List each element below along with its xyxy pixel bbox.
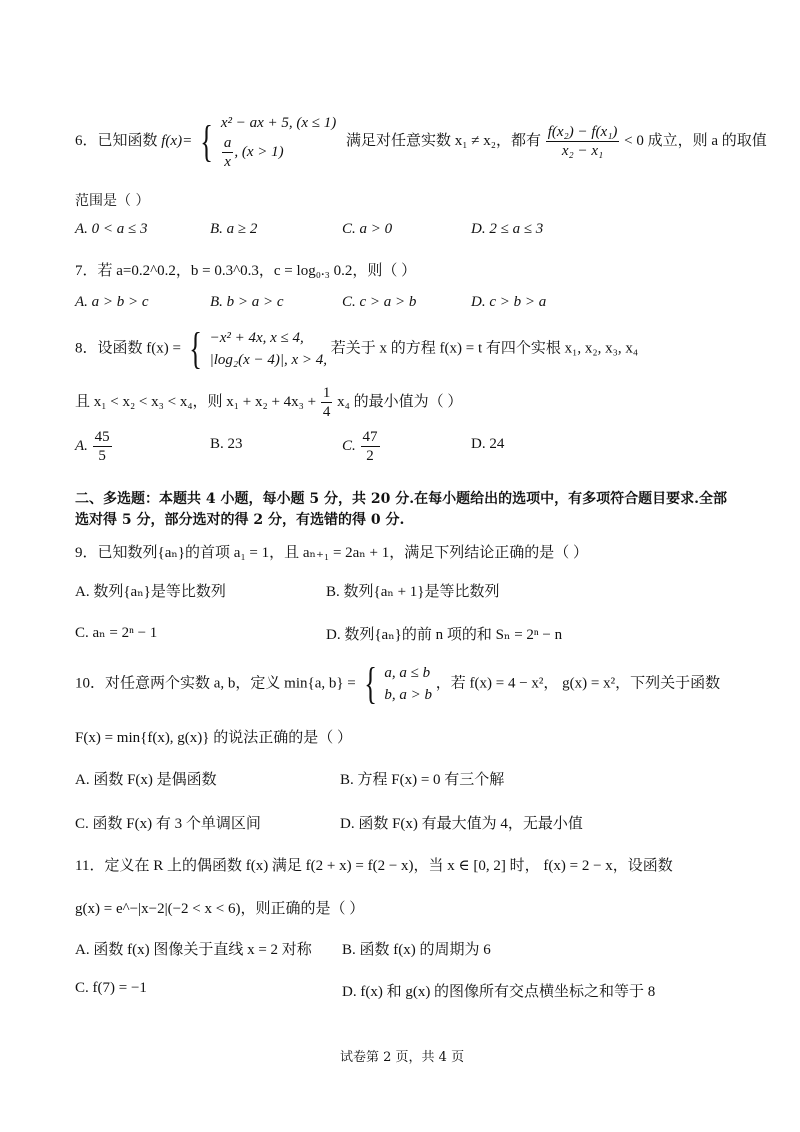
q7-option-b: B. b > a > c xyxy=(210,294,284,310)
q6-fx: f(x)= xyxy=(161,132,193,149)
q8-option-a-frac xyxy=(93,428,112,465)
q7-option-d: D. c > b > a xyxy=(471,294,547,310)
q8-option-d: D. 24 xyxy=(471,436,505,452)
q7-option-a: A. a > b > c xyxy=(75,294,149,310)
q8-option-a xyxy=(75,428,113,465)
q9-option-a: A. 数列{aₙ}是等比数列 xyxy=(75,584,226,600)
q6-case2-cond: , (x > 1) xyxy=(234,143,284,160)
q6-case1: x² − ax + 5, (x ≤ 1) xyxy=(220,115,337,131)
q6-option-a: A. 0 < a ≤ 3 xyxy=(75,221,148,237)
q6-case2-frac xyxy=(222,134,234,171)
q11-line1: 11．定义在 R 上的偶函数 f(x) 满足 f(2 + x) = f(2 − x)，当 x ∈ [0, 2] 时， f(x) = 2 − x，设函数 xyxy=(75,858,673,874)
q11-option-b: B. 函数 f(x) 的周期为 6 xyxy=(342,942,491,958)
q10-cases xyxy=(384,662,432,706)
q8-option-a-den: 5 xyxy=(98,448,106,464)
q8-line2-den: 4 xyxy=(322,404,331,420)
q10-option-a: A. 函数 F(x) 是偶函数 xyxy=(75,772,217,788)
q8-line2-frac xyxy=(321,384,333,421)
q8-case2: |log₂(x − 4)|, x > 4, xyxy=(209,352,328,368)
q6-line1 xyxy=(75,112,767,171)
q6-prefix: 6．已知函数 xyxy=(75,132,158,149)
q7-stem: 7．若 a=0.2^0.2，b = 0.3^0.3，c = log₀.₃ 0.2，则（ ） xyxy=(75,263,417,279)
q8-option-a-num: 45 xyxy=(94,429,110,445)
q6-frac xyxy=(546,123,620,160)
q10-option-d: D. 函数 F(x) 有最大值为 4，无最小值 xyxy=(340,816,583,832)
q6-line2: 范围是（ ） xyxy=(75,193,150,209)
q8-line2 xyxy=(75,384,462,421)
q9-option-d: D. 数列{aₙ}的前 n 项的和 Sₙ = 2ⁿ − n xyxy=(326,627,563,643)
q8-line2-a: 且 x₁ < x₂ < x₃ < x₄，则 x₁ + x₂ + 4x₃ + xyxy=(75,393,317,410)
q8-option-b: B. 23 xyxy=(210,436,243,452)
q8-case1: −x² + 4x, x ≤ 4, xyxy=(209,330,304,346)
q11-option-d: D. f(x) 和 g(x) 的图像所有交点横坐标之和等于 8 xyxy=(342,984,656,1000)
q6-option-d: D. 2 ≤ a ≤ 3 xyxy=(471,221,544,237)
q10-case1: a, a ≤ b xyxy=(384,665,431,681)
q9-option-c: C. aₙ = 2ⁿ − 1 xyxy=(75,625,158,641)
q9-option-b: B. 数列{aₙ + 1}是等比数列 xyxy=(326,584,500,600)
q10-suffix: ，若 f(x) = 4 − x²， g(x) = x²，下列关于函数 xyxy=(435,675,721,692)
q8-line2-b: x₄ 的最小值为（ ） xyxy=(337,393,463,410)
q8-brace: { xyxy=(188,324,202,373)
q7-option-c: C. c > a > b xyxy=(342,294,417,310)
q10-option-b: B. 方程 F(x) = 0 有三个解 xyxy=(340,772,505,788)
q11-option-c: C. f(7) = −1 xyxy=(75,980,147,996)
q10-prefix: 10．对任意两个实数 a, b，定义 min{a, b} = xyxy=(75,675,356,692)
q10-line2: F(x) = min{f(x), g(x)} 的说法正确的是（ ） xyxy=(75,730,353,746)
q8-option-a-label: A. xyxy=(75,437,88,454)
q6-option-c: C. a > 0 xyxy=(342,221,393,237)
q8-line1 xyxy=(75,324,639,373)
q8-option-c-frac xyxy=(361,428,380,465)
q8-cases xyxy=(210,327,327,371)
q6-frac-den: x₂ − x₁ xyxy=(561,143,604,159)
q6-option-b: B. a ≥ 2 xyxy=(210,221,258,237)
section2-header-line1: 二、多选题：本题共 4 小题，每小题 5 分，共 20 分.在每小题给出的选项中，有多项符合题目要求.全部 xyxy=(75,491,727,507)
page-footer: 试卷第 2 页，共 4 页 xyxy=(340,1050,465,1065)
q9-stem: 9．已知数列{aₙ}的首项 a₁ = 1，且 aₙ₊₁ = 2aₙ + 1，满足下列结论正确的是（ ） xyxy=(75,545,589,561)
q6-suffix: < 0 成立，则 a 的取值 xyxy=(624,132,767,149)
q6-brace: { xyxy=(200,116,213,166)
q10-case2: b, a > b xyxy=(384,687,433,703)
q8-option-c-label: C. xyxy=(342,437,356,454)
q8-prefix: 8．设函数 f(x) = xyxy=(75,340,181,357)
q10-line1 xyxy=(75,659,721,708)
q11-line2: g(x) = e^−|x−2|(−2 < x < 6)，则正确的是（ ） xyxy=(75,901,365,917)
q6-mid: 满足对任意实数 x₁ ≠ x₂，都有 xyxy=(346,132,541,149)
q6-case2-den: x xyxy=(224,154,231,170)
q6-frac-num: f(x₂) − f(x₁) xyxy=(547,124,618,140)
q6-case2-num: a xyxy=(223,135,232,151)
q8-option-c-num: 47 xyxy=(362,429,378,445)
q10-option-c: C. 函数 F(x) 有 3 个单调区间 xyxy=(75,816,261,832)
q6-cases xyxy=(221,112,336,171)
q11-option-a: A. 函数 f(x) 图像关于直线 x = 2 对称 xyxy=(75,942,312,958)
section2-header-line2: 选对得 5 分，部分选对的得 2 分，有选错的得 0 分. xyxy=(75,512,405,528)
q8-line2-num: 1 xyxy=(322,385,331,401)
q8-option-c xyxy=(342,428,381,465)
q8-option-c-den: 2 xyxy=(366,448,374,464)
q8-suffix: 若关于 x 的方程 f(x) = t 有四个实根 x₁, x₂, x₃, x₄ xyxy=(330,340,639,357)
q10-brace: { xyxy=(363,659,377,708)
